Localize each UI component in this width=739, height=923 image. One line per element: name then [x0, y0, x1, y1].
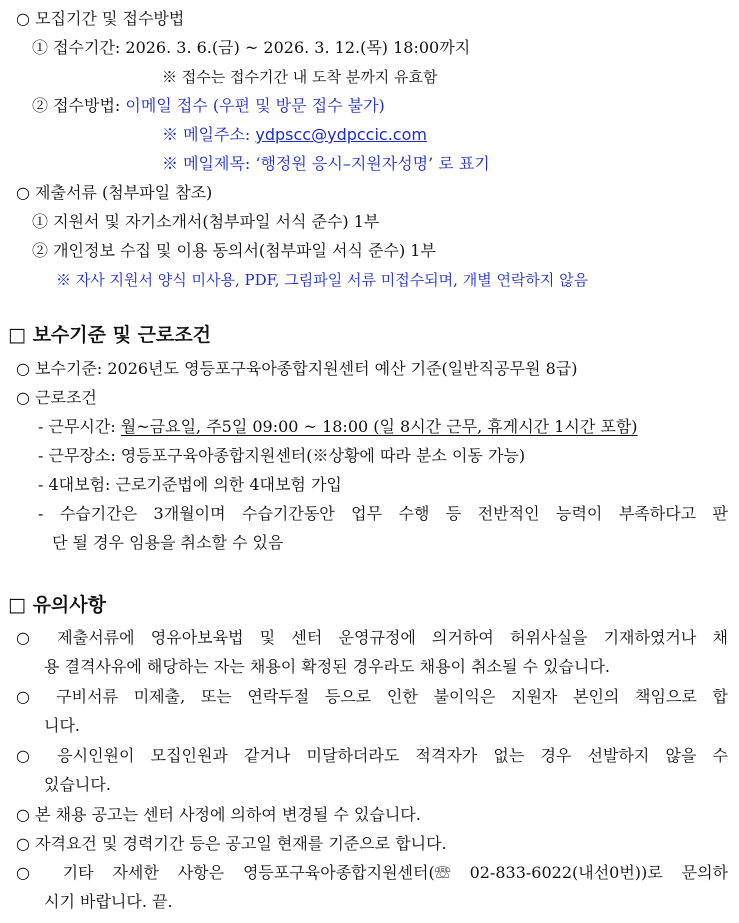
insurance: - 4대보험: 근로기준법에 의한 4대보험 가입	[38, 475, 342, 494]
work-hours-value: 월~금요일, 주5일 09:00 ~ 18:00 (일 8시간 근무, 휴게시간 1시간 포함)	[120, 417, 638, 436]
email-address-link[interactable]: ydpscc@ydpccic.com	[255, 125, 427, 144]
work-hours-label: - 근무시간:	[38, 417, 121, 436]
recruit-method-value: 이메일 접수 (우편 및 방문 접수 불가)	[125, 96, 385, 115]
notice-item-3-line-2: 있습니다.	[44, 775, 111, 794]
documents-item-1: ① 지원서 및 자기소개서(첨부파일 서식 준수) 1부	[32, 212, 380, 231]
notice-item-6-line-2: 시기 바랍니다. 끝.	[44, 892, 173, 911]
notice-item-1-line-2: 용 결격사유에 해당하는 자는 채용이 확정된 경우라도 채용이 취소될 수 있습니다.	[44, 657, 610, 676]
email-subject-line: ※ 메일제목: ‘행정원 응시–지원자성명’ 로 표기	[162, 154, 490, 173]
documents-item-2: ② 개인정보 수집 및 이용 동의서(첨부파일 서식 준수) 1부	[32, 241, 436, 260]
email-address-line	[162, 124, 427, 146]
pay-section-title: □ 보수기준 및 근로조건	[8, 324, 211, 346]
work-hours	[38, 416, 638, 438]
notice-item-2-line-1: ○ 구비서류 미제출, 또는 연락두절 등으로 인한 불이익은 지원자 본인의 책임으로 합	[16, 687, 728, 706]
recruit-method	[32, 95, 385, 117]
notice-item-1-line-1: ○ 제출서류에 영유아보육법 및 센터 운영규정에 의거하여 허위사실을 기재하였거나 채	[16, 628, 728, 647]
notice-item-5: ○ 자격요건 및 경력기간 등은 공고일 현재를 기준으로 합니다.	[16, 834, 447, 853]
pay-standard: ○ 보수기준: 2026년도 영등포구육아종합지원센터 예산 기준(일반직공무원 8급)	[16, 359, 578, 378]
work-conditions-header: ○ 근로조건	[16, 388, 97, 407]
email-address-label: ※ 메일주소:	[162, 125, 256, 144]
notice-section-title: □ 유의사항	[8, 594, 106, 616]
notice-item-4: ○ 본 채용 공고는 센터 사정에 의하여 변경될 수 있습니다.	[16, 805, 421, 824]
recruit-method-label: ② 접수방법:	[32, 96, 126, 115]
probation-line-2: 단 될 경우 임용을 취소할 수 있음	[52, 533, 284, 552]
probation-line-1: - 수습기간은 3개월이며 수습기간동안 업무 수행 등 전반적인 능력이 부족하다고 판	[38, 504, 728, 523]
notice-item-2-line-2: 니다.	[44, 716, 80, 735]
notice-item-3-line-1: ○ 응시인원이 모집인원과 같거나 미달하더라도 적격자가 없는 경우 선발하지 않을 수	[16, 746, 728, 765]
documents-note: ※ 자사 지원서 양식 미사용, PDF, 그림파일 서류 미접수되며, 개별 연락하지 않음	[56, 271, 589, 289]
recruit-period: ① 접수기간: 2026. 3. 6.(금) ~ 2026. 3. 12.(목) 18:00까지	[32, 38, 471, 57]
notice-item-6-line-1: ○ 기타 자세한 사항은 영등포구육아종합지원센터(☏ 02-833-6022(내선0번))로 문의하	[16, 863, 728, 882]
recruit-period-note: ※ 접수는 접수기간 내 도착 분까지 유효함	[162, 68, 438, 86]
work-place: - 근무장소: 영등포구육아종합지원센터(※상황에 따라 분소 이동 가능)	[38, 446, 526, 465]
recruit-header: ○ 모집기간 및 접수방법	[16, 9, 185, 28]
documents-header: ○ 제출서류 (첨부파일 참조)	[16, 183, 213, 202]
